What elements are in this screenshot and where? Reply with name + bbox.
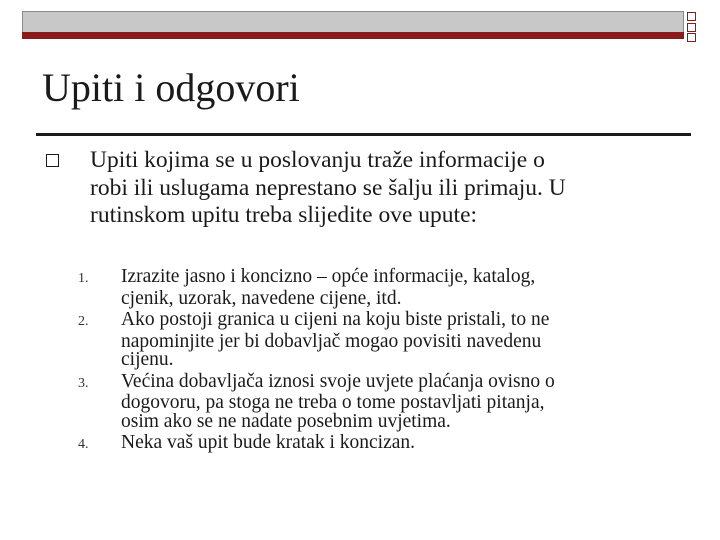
list-item — [78, 308, 678, 370]
numbered-list — [78, 265, 678, 458]
list-text-line: napominjite jer bi dobavljač mogao povisiti navedenu — [121, 330, 542, 352]
header-square-middle — [687, 23, 696, 32]
list-text-line: Ako postoji granica u cijeni na koju biste pristali, to ne — [121, 309, 550, 330]
header-red-bar — [22, 32, 684, 39]
intro-line: Upiti kojima se u poslovanju traže informacije o — [90, 147, 545, 173]
list-text — [121, 370, 666, 432]
list-item — [78, 370, 678, 432]
list-text-line: Neka vaš upit bude kratak i koncizan. — [121, 432, 416, 453]
header-square-bottom — [687, 33, 696, 42]
list-text-line: Izrazite jasno i koncizno – opće informacije, katalog, — [121, 266, 536, 287]
list-text — [121, 265, 666, 308]
title-underline — [36, 133, 691, 136]
list-number: 3. — [78, 375, 89, 391]
list-text-line: osim ako se ne nadate posebnim uvjetima. — [121, 410, 451, 432]
list-item — [78, 265, 678, 308]
list-text-line: cijenu. — [121, 349, 174, 370]
list-number: 4. — [78, 437, 89, 452]
intro-line: rutinskom upitu treba slijedite ove upute: — [90, 202, 478, 228]
list-number: 1. — [78, 271, 89, 286]
list-text — [121, 308, 666, 370]
square-bullet-icon — [46, 154, 59, 167]
list-text-line: Većina dobavljača iznosi svoje uvjete plaćanja ovisno o — [121, 370, 555, 392]
intro-paragraph — [90, 147, 680, 230]
slide-title: Upiti i odgovori — [42, 65, 300, 110]
list-text — [121, 431, 666, 456]
list-text-line: dogovoru, pa stoga ne treba o tome postavljati pitanja, — [121, 392, 545, 413]
list-text-line: cjenik, uzorak, navedene cijene, itd. — [121, 287, 402, 309]
intro-line: robi ili uslugama neprestano se šalju ili primaju. U — [90, 174, 566, 201]
list-number: 2. — [78, 314, 89, 329]
header-square-top — [687, 12, 696, 21]
list-item — [78, 431, 678, 458]
